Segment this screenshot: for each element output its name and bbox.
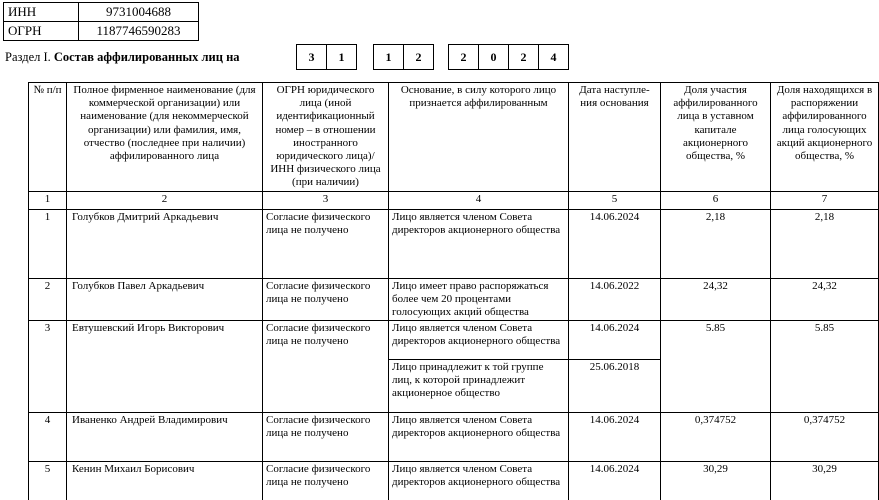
section-prefix: Раздел I. bbox=[5, 50, 51, 64]
table-row bbox=[29, 413, 879, 462]
basis-cell: Лицо имеет право распоряжаться более чем 20 процентами голосующих акций общества bbox=[389, 278, 569, 321]
section-heading bbox=[5, 50, 240, 65]
basis-cell: Лицо является членом Совета директоров акционерного общества bbox=[389, 462, 569, 500]
row-num: 1 bbox=[29, 209, 67, 278]
share-capital: 30,29 bbox=[661, 462, 771, 500]
table-row bbox=[29, 209, 879, 278]
ogrn-value: 1187746590283 bbox=[79, 22, 199, 41]
basis-date: 14.06.2024 bbox=[569, 462, 661, 500]
ogrn-cell: Согласие физического лица не получено bbox=[263, 278, 389, 321]
share-voting: 0,374752 bbox=[771, 413, 879, 462]
ogrn-row bbox=[4, 22, 199, 41]
row-num: 5 bbox=[29, 462, 67, 500]
date-digit-year-3: 2 bbox=[508, 44, 539, 70]
basis-cell: Лицо является членом Совета директоров акционерного общества bbox=[389, 321, 569, 360]
date-month-boxes bbox=[373, 44, 434, 70]
inn-value: 9731004688 bbox=[79, 3, 199, 22]
date-digit-year-4: 4 bbox=[538, 44, 569, 70]
row-num: 4 bbox=[29, 413, 67, 462]
ogrn-cell: Согласие физического лица не получено bbox=[263, 462, 389, 500]
basis-cell: Лицо принадлежит к той группе лиц, к которой принадлежит акционерное общество bbox=[389, 360, 569, 413]
basis-date: 14.06.2024 bbox=[569, 321, 661, 360]
date-digit-month-1: 1 bbox=[373, 44, 404, 70]
person-name: Евтушевский Игорь Викторович bbox=[67, 321, 263, 413]
basis-cell: Лицо является членом Совета директоров акционерного общества bbox=[389, 413, 569, 462]
share-capital: 0,374752 bbox=[661, 413, 771, 462]
column-number-row bbox=[29, 191, 879, 209]
basis-date: 14.06.2024 bbox=[569, 209, 661, 278]
header-share-voting: Доля находящихся в распоряжении аффилированного лица голосующих акций акционерного общества, % bbox=[771, 83, 879, 192]
colnum-3: 3 bbox=[263, 191, 389, 209]
share-capital: 2,18 bbox=[661, 209, 771, 278]
affiliated-persons-table bbox=[28, 82, 879, 500]
colnum-7: 7 bbox=[771, 191, 879, 209]
colnum-1: 1 bbox=[29, 191, 67, 209]
date-year-boxes bbox=[448, 44, 569, 70]
share-voting: 5.85 bbox=[771, 321, 879, 413]
ogrn-cell: Согласие физического лица не получено bbox=[263, 413, 389, 462]
row-num: 3 bbox=[29, 321, 67, 413]
date-digit-year-2: 0 bbox=[478, 44, 509, 70]
ogrn-cell: Согласие физического лица не получено bbox=[263, 321, 389, 413]
row-num: 2 bbox=[29, 278, 67, 321]
table-header-row bbox=[29, 83, 879, 192]
person-name: Голубков Павел Аркадьевич bbox=[67, 278, 263, 321]
basis-date: 25.06.2018 bbox=[569, 360, 661, 413]
share-voting: 2,18 bbox=[771, 209, 879, 278]
date-digit-year-1: 2 bbox=[448, 44, 479, 70]
table-row bbox=[29, 462, 879, 500]
inn-row bbox=[4, 3, 199, 22]
date-digit-day-1: 3 bbox=[296, 44, 327, 70]
colnum-2: 2 bbox=[67, 191, 263, 209]
table-row bbox=[29, 278, 879, 321]
ogrn-label: ОГРН bbox=[4, 22, 79, 41]
date-digit-month-2: 2 bbox=[403, 44, 434, 70]
basis-date: 14.06.2024 bbox=[569, 413, 661, 462]
share-capital: 24,32 bbox=[661, 278, 771, 321]
person-name: Голубков Дмитрий Аркадьевич bbox=[67, 209, 263, 278]
inn-label: ИНН bbox=[4, 3, 79, 22]
share-capital: 5.85 bbox=[661, 321, 771, 413]
inn-ogrn-table bbox=[3, 2, 199, 41]
date-digit-day-2: 1 bbox=[326, 44, 357, 70]
person-name: Кенин Михаил Борисович bbox=[67, 462, 263, 500]
table-row bbox=[29, 321, 879, 360]
date-day-boxes bbox=[296, 44, 357, 70]
ogrn-cell: Согласие физического лица не получено bbox=[263, 209, 389, 278]
header-share-capital: Доля участия аффилированного лица в уставном капитале акционерного общества, % bbox=[661, 83, 771, 192]
basis-date: 14.06.2022 bbox=[569, 278, 661, 321]
header-basis: Основание, в силу которого лицо признается аффилированным bbox=[389, 83, 569, 192]
colnum-4: 4 bbox=[389, 191, 569, 209]
header-name: Полное фирменное наименование (для коммерческой организации) или наименование (для некоммерческой организации) или фамилия, имя, отчество (последнее при наличии) аффилированного лица bbox=[67, 83, 263, 192]
basis-cell: Лицо является членом Совета директоров акционерного общества bbox=[389, 209, 569, 278]
header-ogrn: ОГРН юридического лица (иной идентификационный номер – в отношении иностранного юридического лица)/ ИНН физического лица (при наличии) bbox=[263, 83, 389, 192]
share-voting: 30,29 bbox=[771, 462, 879, 500]
person-name: Иваненко Андрей Владимирович bbox=[67, 413, 263, 462]
header-num: № п/п bbox=[29, 83, 67, 192]
section-title: Состав аффилированных лиц на bbox=[53, 50, 240, 64]
header-date: Дата наступле-ния основания bbox=[569, 83, 661, 192]
colnum-5: 5 bbox=[569, 191, 661, 209]
share-voting: 24,32 bbox=[771, 278, 879, 321]
colnum-6: 6 bbox=[661, 191, 771, 209]
